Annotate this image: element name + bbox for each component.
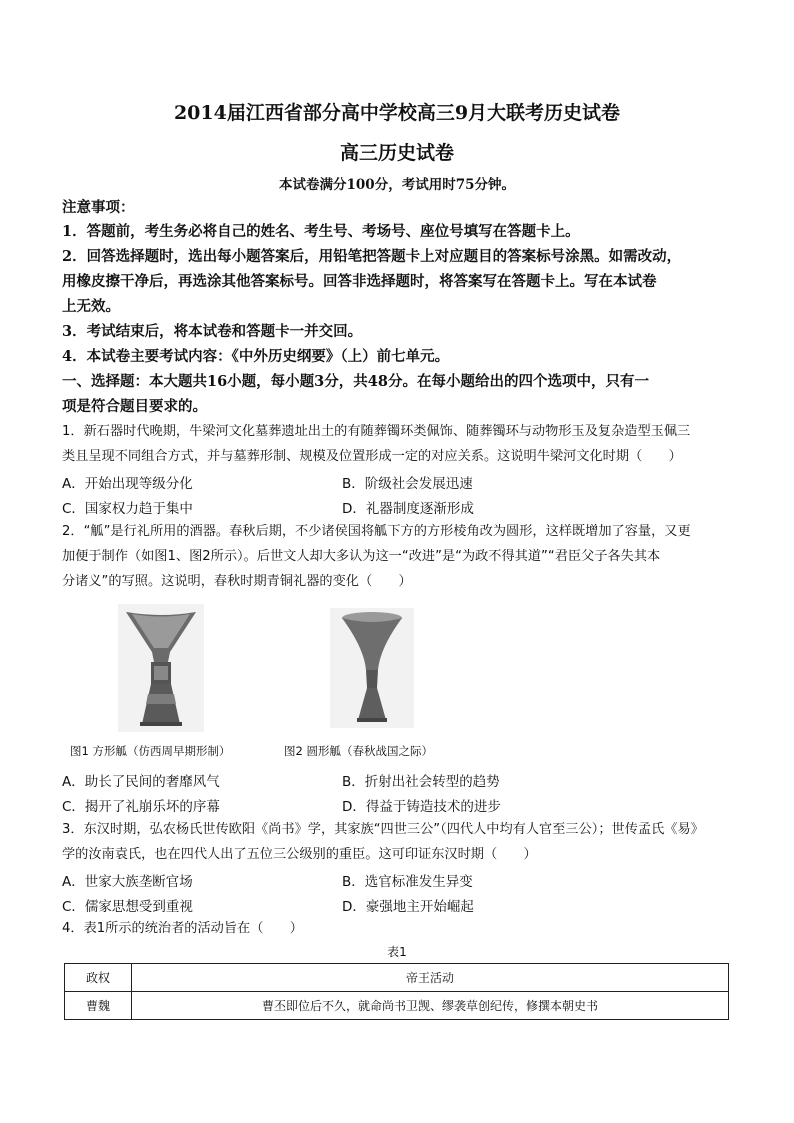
table-header-row <box>65 964 729 992</box>
round-gu-image <box>330 608 414 728</box>
section-heading-cont: 项是符合题目要求的。 <box>62 398 207 415</box>
table-cell: 曹魏 <box>65 992 132 1020</box>
note-line: 4．本试卷主要考试内容：《中外历史纲要》（上）前七单元。 <box>62 348 450 365</box>
q3-option-b: B．选官标准发生异变 <box>342 874 473 890</box>
table-cell: 曹丕即位后不久，就命尚书卫觊、缪袭草创纪传，修撰本朝史书 <box>132 992 729 1020</box>
note-line: 1．答题前，考生务必将自己的姓名、考生号、考场号、座位号填写在答题卡上。 <box>62 223 580 240</box>
q3-option-d: D．豪强地主开始崛起 <box>342 899 474 915</box>
q1-option-b: B．阶级社会发展迅速 <box>342 476 473 492</box>
note-line: 3．考试结束后，将本试卷和答题卡一并交回。 <box>62 323 363 340</box>
square-gu-image <box>118 604 204 732</box>
note-line: 上无效。 <box>62 298 120 315</box>
exam-meta: 本试卷满分100分，考试用时75分钟。 <box>279 177 515 193</box>
q4-stem: 4．表1所示的统治者的活动旨在（ ） <box>62 921 303 936</box>
q1-option-c: C．国家权力趋于集中 <box>62 501 193 517</box>
note-line: 用橡皮擦干净后，再选涂其他答案标号。回答非选择题时，将答案写在答题卡上。写在本试卷 <box>62 273 657 290</box>
figure1-caption: 图1 方形觚（仿西周早期形制） <box>70 744 231 758</box>
q2-option-a: A．助长了民间的奢靡风气 <box>62 774 220 790</box>
notes-heading: 注意事项： <box>62 199 135 216</box>
q2-stem: 分诸义”的写照。这说明，春秋时期青铜礼器的变化（ ） <box>62 574 412 589</box>
note-line: 2．回答选择题时，选出每小题答案后，用铅笔把答题卡上对应题目的答案标号涂黑。如需改动， <box>62 248 682 265</box>
section-heading: 一、选择题：本大题共16小题，每小题3分，共48分。在每小题给出的四个选项中，只有一 <box>62 373 649 390</box>
q3-stem: 学的汝南袁氏，也在四代人出了五位三公级别的重臣。这可印证东汉时期（ ） <box>62 847 537 862</box>
q2-option-c: C．揭开了礼崩乐坏的序幕 <box>62 799 220 815</box>
q1-stem: 1．新石器时代晚期，牛梁河文化墓葬遗址出土的有随葬镯环类佩饰、随葬镯环与动物形玉及复杂造型玉佩三 <box>62 424 691 439</box>
figure2-caption: 图2 圆形觚（春秋战国之际） <box>284 744 433 758</box>
q1-option-d: D．礼器制度逐渐形成 <box>342 501 474 517</box>
exam-subtitle: 高三历史试卷 <box>339 142 454 164</box>
q2-option-b: B．折射出社会转型的趋势 <box>342 774 500 790</box>
q1-stem: 类且呈现不同组合方式，并与墓葬形制、规模及位置形成一定的对应关系。这说明牛梁河文化时期（ ） <box>62 449 682 464</box>
table-title: 表1 <box>387 945 407 959</box>
q2-stem: 2．“觚”是行礼所用的酒器。春秋后期，不少诸侯国将觚下方的方形棱角改为圆形，这样既增加了容量，又更 <box>62 524 691 539</box>
q2-option-d: D．得益于铸造技术的进步 <box>342 799 501 815</box>
table-1 <box>64 963 729 1020</box>
q2-stem: 加便于制作（如图1、图2所示）。后世文人却大多认为这一“改进”是“为政不得其道”“君臣父子各失其本 <box>62 549 661 564</box>
q3-stem: 3．东汉时期，弘农杨氏世传欧阳《尚书》学，其家族“四世三公”（四代人中均有人官至三公）；世传孟氏《易》 <box>62 822 704 837</box>
exam-title: 2014届江西省部分高中学校高三9月大联考历史试卷 <box>173 102 621 124</box>
table-header-cell: 政权 <box>65 964 132 992</box>
q3-option-a: A．世家大族垄断官场 <box>62 874 193 890</box>
q3-option-c: C．儒家思想受到重视 <box>62 899 193 915</box>
table-row <box>65 992 729 1020</box>
q1-option-a: A．开始出现等级分化 <box>62 476 193 492</box>
table-header-cell: 帝王活动 <box>132 964 729 992</box>
